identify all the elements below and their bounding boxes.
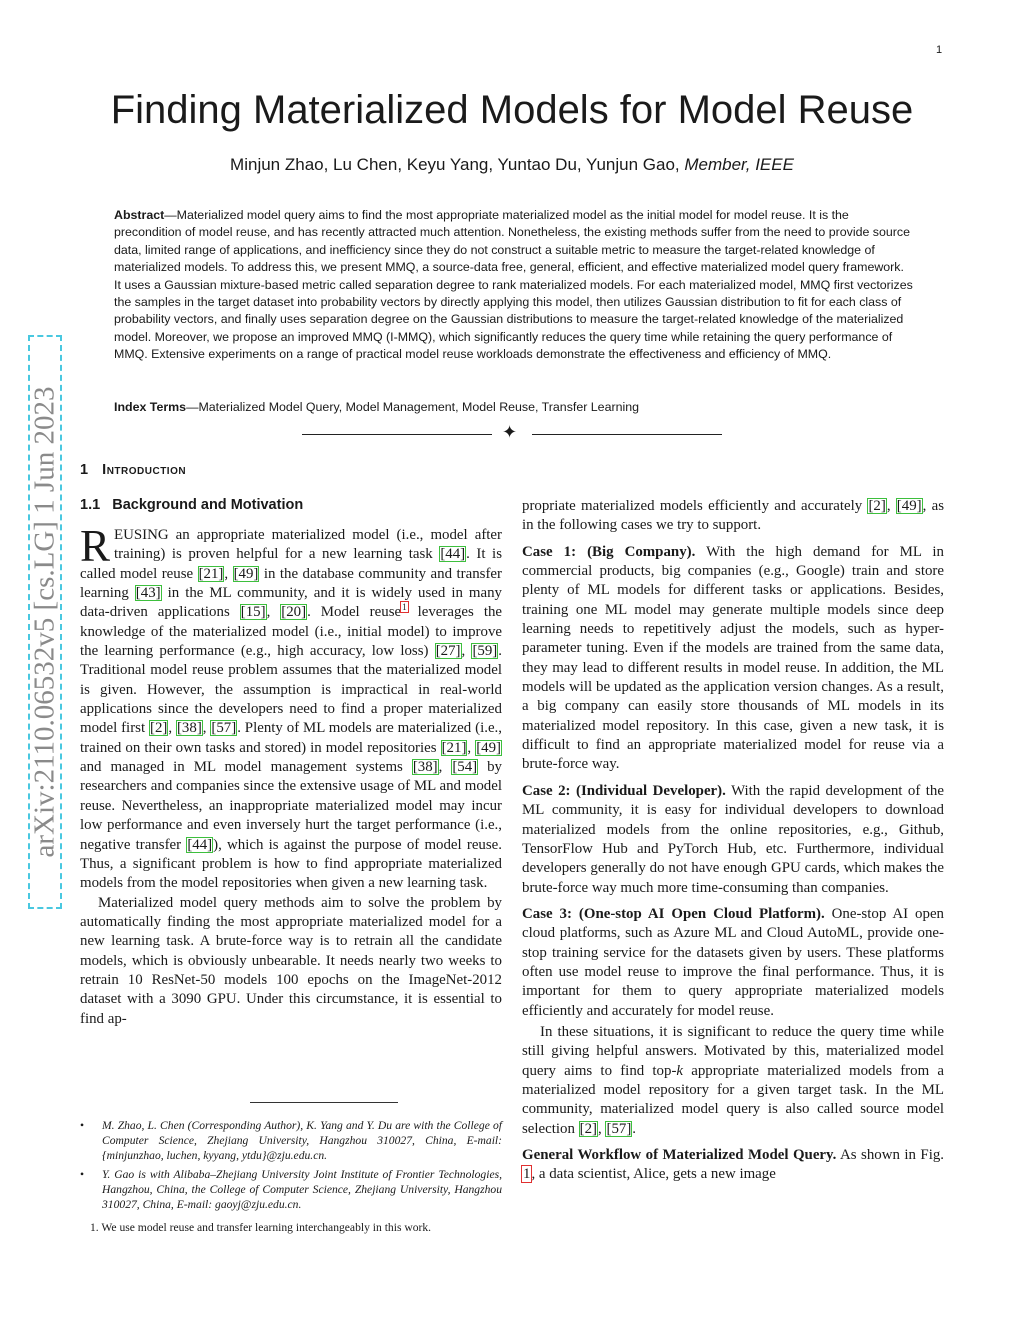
intro-paragraph-1 bbox=[80, 521, 503, 894]
divider-star-icon: ✦ bbox=[502, 422, 518, 443]
text-run: , bbox=[598, 1120, 606, 1137]
case-3-label: Case 3: (One-stop AI Open Cloud Platform). bbox=[522, 905, 825, 922]
case-2-paragraph bbox=[522, 782, 944, 898]
text-run: In these situations, it is significant to reduce the query time while still giving helpful answers. Motivated by this, materialized model query aims to find top- bbox=[522, 1023, 944, 1079]
citation-link[interactable]: [49] bbox=[896, 498, 922, 514]
citation-link[interactable]: [2] bbox=[868, 498, 886, 514]
text-run: leverages the knowledge of the materialized model (i.e., initial model) to improve the learning performance (e.g., high accuracy, low loss) bbox=[80, 604, 503, 660]
case-1-paragraph bbox=[522, 543, 944, 775]
citation-link[interactable]: [44] bbox=[187, 836, 213, 853]
citation-link[interactable]: [20] bbox=[281, 604, 307, 621]
case-3-paragraph bbox=[522, 905, 944, 1021]
text-run: in the database community and transfer learning bbox=[80, 565, 502, 602]
text-run: , bbox=[168, 720, 176, 737]
text-run: , bbox=[467, 739, 476, 756]
text-run: , bbox=[461, 643, 472, 660]
index-terms bbox=[114, 400, 914, 414]
left-column bbox=[80, 521, 503, 1029]
text-run: propriate materialized models efficiently and accurately bbox=[522, 498, 868, 514]
text-run: , bbox=[202, 720, 211, 737]
citation-link[interactable]: [2] bbox=[149, 720, 168, 737]
text-run: , bbox=[224, 565, 233, 582]
text-run: . Plenty of ML models are materialized (i.e., trained on their own tasks and stored) in model repositories bbox=[80, 720, 502, 756]
affiliation-list bbox=[80, 1118, 502, 1212]
case-2-text: With the rapid development of the ML community, it is easy for individual developers to download materialized models from the online repositories, e.g., Github, TensorFlow Hub and PyTorch Hub, etc. Furthermore, individual developers generally do not have enough GPU cards, which makes the brute-force way much more time-consuming than companies. bbox=[522, 782, 944, 896]
text-run: and managed in ML model management systems bbox=[80, 759, 412, 776]
citation-link[interactable]: [59] bbox=[472, 643, 498, 660]
subsection-heading bbox=[80, 497, 303, 513]
citation-link[interactable]: [57] bbox=[211, 720, 237, 737]
abstract-label: Abstract bbox=[114, 208, 165, 222]
text-run: appropriate materialized models from a materialized model repository for a given target task. In the ML community, materialized model query is also called source model selection bbox=[522, 1062, 944, 1137]
case-1-label: Case 1: (Big Company). bbox=[522, 543, 696, 560]
motivation-paragraph bbox=[522, 1023, 944, 1139]
subsection-number: 1.1 bbox=[80, 497, 101, 513]
citation-link[interactable]: [2] bbox=[579, 1120, 598, 1137]
section-title: Introduction bbox=[102, 462, 187, 478]
section-number: 1 bbox=[80, 462, 89, 478]
text-run: ), which is against the purpose of model reuse. Thus, a significant problem is how to find appropriate materialized models from the model repositories when given a new learning task. bbox=[80, 836, 502, 892]
subsection-title: Background and Motivation bbox=[112, 497, 304, 513]
citation-link[interactable]: [27] bbox=[435, 643, 461, 660]
case-2-label: Case 2: (Individual Developer). bbox=[522, 782, 726, 799]
citation-link[interactable]: [21] bbox=[441, 739, 467, 756]
footnotes bbox=[80, 1118, 502, 1235]
footnote-rule bbox=[250, 1102, 398, 1103]
text-run: , as in the following cases we try to support. bbox=[522, 498, 944, 534]
index-terms-label: Index Terms bbox=[114, 400, 187, 414]
intro-paragraph-2: Materialized model query methods aim to solve the problem by automatically finding the most appropriate materialized model for a new learning task. A brute-force way is to retrain all the candidate models, which is obviously unbearable. It needs nearly two weeks to retrain 10 ResNet-50 models 100 epochs on the ImageNet-2012 dataset with a 3090 GPU. Under this circumstance, it is essential to find ap- bbox=[80, 894, 502, 1027]
citation-link[interactable]: [49] bbox=[233, 565, 259, 582]
drop-cap: R bbox=[80, 521, 111, 571]
footnote-1: 1. We use model reuse and transfer learning interchangeably in this work. bbox=[90, 1221, 432, 1234]
section-heading bbox=[80, 462, 186, 478]
text-run: in the ML community, and it is widely used in many data-driven applications bbox=[80, 585, 502, 621]
citation-link[interactable]: [43] bbox=[135, 585, 161, 602]
text-run: . Model reuse bbox=[307, 604, 402, 621]
case-1-text: With the high demand for ML in commercial products, big companies (e.g., Google) train and store plenty of ML models for different tasks or applications. Besides, training one ML model may generate multiple models since deep learning needs to repetitively adjust the models, such as hyper-parameter tuning. Even if the models are trained from the same data, they may lead to different results in model reuse. In addition, the ML models will be updated as the application version changes. As a result, a big company can easily store thousands of ML models in its materialized model repository. In this case, given a new task, it is difficult to find an appropriate materialized model for reuse via a brute-force way. bbox=[522, 543, 945, 773]
text-run: , bbox=[886, 498, 896, 514]
footnote-link[interactable]: 1 bbox=[402, 602, 407, 613]
text-run: As shown in Fig. bbox=[836, 1147, 944, 1163]
smallcaps-lead: EUSING bbox=[114, 527, 169, 543]
case-3-text: One-stop AI open cloud platforms, such as Azure ML and Cloud AutoML, provide one-stop training service for the datasets given by users. These platforms often use model reuse to improve the final performance. Thus, it is important for them to query appropriate materialized models efficiently and accurately for model reuse. bbox=[522, 905, 944, 1019]
author-membership: Member, IEEE bbox=[684, 155, 794, 174]
affiliation-note: • Y. Gao is with Alibaba–Zhejiang University Joint Institute of Frontier Technologies, Hangzhou, China, the College of Computer Science, Zhejiang University, Hangzhou 310027, China, E-mail: gaoyj@zju.edu.cn. bbox=[80, 1167, 502, 1212]
workflow-label: General Workflow of Materialized Model Query. bbox=[522, 1147, 837, 1163]
text-run: . It is called model reuse bbox=[80, 546, 502, 582]
index-terms-text: —Materialized Model Query, Model Management, Model Reuse, Transfer Learning bbox=[186, 400, 640, 414]
author-names: Minjun Zhao, Lu Chen, Keyu Yang, Yuntao Du, Yunjun Gao, bbox=[230, 155, 685, 174]
divider-line-left bbox=[302, 434, 492, 435]
citation-link[interactable]: [15] bbox=[240, 604, 266, 621]
paper-title: Finding Materialized Models for Model Reuse bbox=[110, 88, 914, 132]
section-divider bbox=[302, 422, 722, 445]
author-list bbox=[0, 155, 1024, 175]
page-number: 1 bbox=[936, 44, 943, 56]
figure-link[interactable]: 1 bbox=[523, 1166, 531, 1183]
text-run: . bbox=[632, 1120, 637, 1137]
text-run: . Traditional model reuse problem assumes that the materialized model is given. However, the assumption is impractical in real-world applications since the developers need to find a proper materialized model first bbox=[80, 643, 502, 737]
right-column bbox=[522, 497, 944, 1192]
text-run: , a data scientist, Alice, gets a new image bbox=[531, 1166, 776, 1183]
text-run: , bbox=[266, 604, 281, 621]
citation-link[interactable]: [54] bbox=[452, 759, 478, 776]
arxiv-stamp[interactable] bbox=[28, 335, 62, 909]
citation-link[interactable]: [38] bbox=[176, 720, 202, 737]
citation-link[interactable]: [57] bbox=[606, 1120, 632, 1137]
text-run: an appropriate materialized model (i.e., model after training) is proven helpful for a new learning task bbox=[114, 527, 502, 563]
text-run: , bbox=[438, 759, 452, 776]
abstract bbox=[114, 207, 914, 364]
abstract-text: —Materialized model query aims to find the most appropriate materialized model as the initial model for model reuse. It is the precondition of model reuse, and has recently attracted much attention. Nonetheless, the existing methods suffer from the need to provide source data, limited range of applications, and inefficiency since they do not construct a suitable metric to measure the target-related knowledge of materialized models. To address this, we present MMQ, a source-data free, general, efficient, and effective materialized model query framework. It uses a Gaussian mixture-based metric called separation degree to rank materialized models. For each materialized model, MMQ first vectorizes the samples in the target dataset into probability vectors by directly applying this model, then utilizes Gaussian distribution to fit for each class of probability vectors, and finally uses separation degree on the Gaussian distributions to measure the target-related knowledge of the materialized model. Moreover, we propose an improved MMQ (I-MMQ), which significantly reduces the query time while retaining the query performance of MMQ. Extensive experiments on a range of practical model reuse workloads demonstrate the effectiveness and efficiency of MMQ. bbox=[114, 208, 913, 362]
divider-line-right bbox=[532, 434, 722, 435]
arxiv-stamp-text: arXiv:2110.06532v5 [cs.LG] 1 Jun 2023 bbox=[28, 386, 61, 858]
continuation-paragraph bbox=[522, 497, 944, 536]
citation-link[interactable]: [44] bbox=[440, 546, 466, 563]
affiliation-note: • M. Zhao, L. Chen (Corresponding Author), K. Yang and Y. Du are with the College of Computer Science, Zhejiang University, Hangzhou 310027, China, E-mail:{minjunzhao, luchen, kyyang, ytdu}@zju.edu.cn. bbox=[80, 1118, 502, 1163]
citation-link[interactable]: [38] bbox=[412, 759, 438, 776]
workflow-paragraph bbox=[522, 1146, 944, 1185]
citation-link[interactable]: [49] bbox=[476, 739, 501, 756]
text-run: by researchers and companies since the extensive usage of ML and model reuse. Nevertheless, an inappropriate materialized model may incur low performance and even inversely hurt the target performance (i.e., negative transfer bbox=[80, 759, 502, 853]
citation-link[interactable]: [21] bbox=[198, 565, 224, 582]
math-variable: k bbox=[676, 1062, 684, 1079]
